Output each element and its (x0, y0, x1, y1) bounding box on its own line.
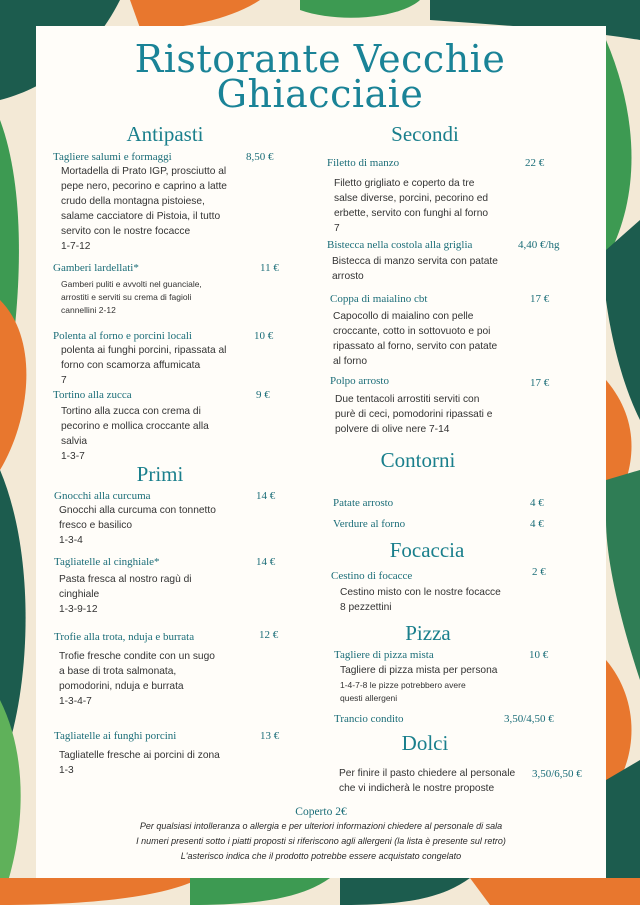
restaurant-name-line2: Ghiacciaie (216, 72, 424, 116)
menu-item-price: 4 € (530, 497, 544, 509)
item-description-line: arrostiti e serviti su crema di fagioli (61, 292, 192, 302)
menu-item-name: Tagliere salumi e formaggi (53, 151, 172, 163)
item-description-line: pepe nero, pecorino e caprino a latte (61, 181, 227, 192)
menu-item-price: 3,50/6,50 € (532, 768, 582, 780)
menu-item-price: 4 € (530, 518, 544, 530)
item-description-line: 7 (334, 223, 340, 234)
item-description-line: Tagliere di pizza mista per persona (340, 665, 498, 676)
footer-note: I numeri presenti sotto i piatti proposti si riferiscono agli allergeni (la lista è presente sul retro) (136, 836, 506, 846)
menu-item-name: Tagliatelle al cinghiale* (54, 556, 160, 568)
item-description-line: arrosto (332, 271, 364, 282)
item-description-line: ripassato al forno, servito con patate (333, 341, 498, 352)
menu-item-name: Tagliatelle ai funghi porcini (54, 730, 177, 742)
menu-item-name: Tagliere di pizza mista (334, 649, 434, 661)
item-description-line: Gamberi puliti e avvolti nel guanciale, (61, 279, 202, 289)
item-allergens: 1-3-4 (59, 535, 83, 546)
item-description-line: pomodorini, nduja e burrata (59, 681, 184, 692)
footer-note: Per qualsiasi intolleranza o allergia e per ulteriori informazioni chiedere al personale di sala (139, 821, 503, 831)
item-description-line: croccante, cotto in sottovuoto e poi (333, 326, 491, 337)
item-description-line: questi allergeni (340, 693, 398, 703)
menu-item-name: Polenta al forno e porcini locali (53, 330, 192, 342)
menu-item-name: Gamberi lardellati* (53, 262, 139, 274)
menu-item-price: 10 € (254, 330, 274, 342)
menu-item-name: Tortino alla zucca (53, 389, 132, 401)
item-description-line: salvia (61, 436, 88, 447)
menu-item-price: 22 € (525, 157, 545, 169)
section-title-antipasti: Antipasti (126, 122, 204, 146)
item-description-line: purè di ceci, pomodorini ripassati e (335, 409, 493, 420)
menu-item-price: 9 € (256, 389, 270, 401)
section-title-primi: Primi (136, 462, 184, 486)
footer-note: L'asterisco indica che il prodotto potrebbe essere acquistato congelato (180, 851, 462, 861)
menu-item-price: 17 € (530, 377, 550, 389)
menu-item-price: 2 € (532, 566, 546, 578)
menu-item-price: 14 € (256, 556, 276, 568)
item-description-line: pecorino e mollica croccante alla (61, 421, 209, 432)
item-allergens: 1-4-7-8 le pizze potrebbero avere (340, 680, 466, 690)
item-description-line: Per finire il pasto chiedere al personale (339, 768, 516, 779)
menu-item-price: 14 € (256, 490, 276, 502)
item-description-line: Pasta fresca al nostro ragù di (59, 574, 192, 585)
menu-item-name: Coppa di maialino cbt (330, 293, 428, 305)
item-allergens: 1-7-12 (61, 241, 91, 252)
menu-item-price: 12 € (259, 629, 279, 641)
menu-item-price: 13 € (260, 730, 280, 742)
item-description-line: a base di trota salmonata, (59, 666, 177, 677)
item-description-line: Mortadella di Prato IGP, prosciutto al (61, 166, 227, 177)
menu-item-name: Trofie alla trota, nduja e burrata (54, 631, 195, 643)
item-allergens: 1-3-4-7 (59, 696, 92, 707)
item-description-line: Cestino misto con le nostre focacce (340, 587, 501, 598)
menu-item-price: 4,40 €/hg (518, 239, 560, 251)
item-description-line: salame cacciatore di Pistoia, il tutto (61, 211, 221, 222)
item-allergens: 1-3-9-12 (59, 604, 98, 615)
menu-item-name: Bistecca nella costola alla griglia (327, 239, 473, 251)
item-allergens: 1-3-7 (61, 451, 85, 462)
item-description-line: crudo della montagna pistoiese, (61, 196, 205, 207)
menu-item-name: Trancio condito (334, 713, 404, 725)
section-title-contorni: Contorni (380, 448, 456, 472)
item-description-line: polenta ai funghi porcini, ripassata al (61, 345, 227, 356)
item-description-line: erbette, servito con funghi al forno (334, 208, 489, 219)
menu-item-name: Patate arrosto (333, 497, 394, 509)
section-title-secondi: Secondi (391, 122, 459, 146)
item-description-line: polvere di olive nere 7-14 (335, 424, 450, 435)
section-title-dolci: Dolci (401, 731, 449, 755)
coperto-charge: Coperto 2€ (295, 806, 347, 818)
menu-item-price: 17 € (530, 293, 550, 305)
item-description-line: 7 (61, 375, 67, 386)
item-description-line: Trofie fresche condite con un sugo (59, 651, 215, 662)
section-title-focaccia: Focaccia (389, 538, 465, 562)
item-description-line: Bistecca di manzo servita con patate (332, 256, 498, 267)
restaurant-name-line1: Ristorante Vecchie (134, 37, 506, 81)
item-description-line: al forno (333, 356, 367, 367)
section-title-pizza: Pizza (405, 621, 451, 645)
menu-item-name: Filetto di manzo (327, 157, 400, 169)
item-description-line: Tortino alla zucca con crema di (61, 406, 201, 417)
menu-item-name: Verdure al forno (333, 518, 406, 530)
item-description-line: Capocollo di maialino con pelle (333, 311, 474, 322)
item-description-line: servito con le nostre focacce (61, 226, 191, 237)
item-description-line: Gnocchi alla curcuma con tonnetto (59, 505, 216, 516)
item-description-line: Tagliatelle fresche ai porcini di zona (59, 750, 220, 761)
item-description-line: fresco e basilico (59, 520, 133, 531)
item-description-line: cannellini 2-12 (61, 305, 116, 315)
item-description-line: che vi indicherà le nostre proposte (339, 783, 495, 794)
item-description-line: salse diverse, porcini, pecorino ed (334, 193, 489, 204)
menu-item-price: 3,50/4,50 € (504, 713, 554, 725)
menu-item-name: Gnocchi alla curcuma (54, 490, 151, 502)
menu-item-price: 11 € (260, 262, 279, 274)
item-description-line: Due tentacoli arrostiti serviti con (335, 394, 480, 405)
menu-item-name: Cestino di focacce (331, 570, 413, 582)
item-description-line: Filetto grigliato e coperto da tre (334, 178, 475, 189)
menu-item-name: Polpo arrosto (330, 375, 389, 387)
item-allergens: 1-3 (59, 765, 74, 776)
item-description-line: 8 pezzettini (340, 602, 392, 613)
item-description-line: forno con scamorza affumicata (61, 360, 201, 371)
item-description-line: cinghiale (59, 589, 100, 600)
menu-item-price: 8,50 € (246, 151, 274, 163)
menu-item-price: 10 € (529, 649, 549, 661)
